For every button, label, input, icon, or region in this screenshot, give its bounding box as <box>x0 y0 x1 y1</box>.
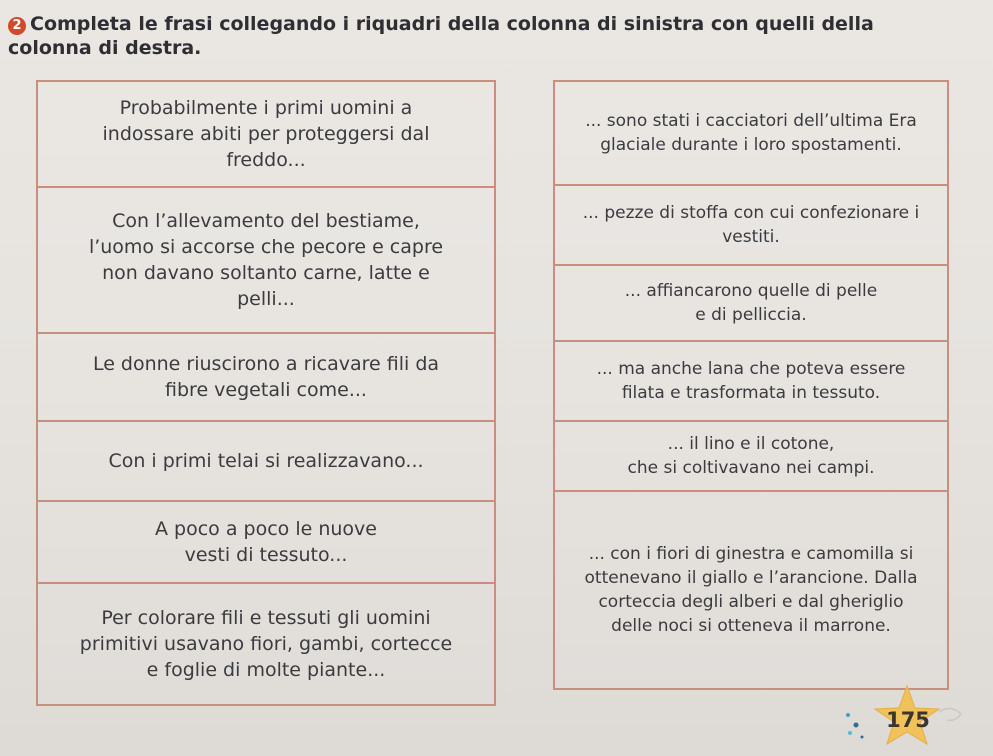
left-cell-5[interactable] <box>38 502 494 584</box>
left-cell-text: Con i primi telai si realizzavano... <box>108 450 424 472</box>
right-cell-3[interactable] <box>555 266 947 342</box>
right-cell-5[interactable] <box>555 422 947 492</box>
right-cell-2[interactable] <box>555 186 947 266</box>
right-cell-text: ... con i fiori di ginestra e camomilla si ottenevano il giallo e l’arancione. Dalla corteccia degli alberi e dal gheriglio delle noci si otteneva il marrone. <box>584 544 918 636</box>
left-column <box>36 80 496 706</box>
right-cell-1[interactable] <box>555 82 947 186</box>
right-column <box>553 80 949 690</box>
right-cell-text: ... ma anche lana che poteva essere filata e trasformata in tessuto. <box>596 359 906 403</box>
left-cell-text: Probabilmente i primi uomini a indossare abiti per proteggersi dal freddo... <box>102 97 430 171</box>
exercise-number-badge: 2 <box>8 17 26 35</box>
left-cell-3[interactable] <box>38 334 494 422</box>
instruction-text: Completa le frasi collegando i riquadri della colonna di sinistra con quelli della colonna di destra. <box>8 13 874 59</box>
right-cell-4[interactable] <box>555 342 947 422</box>
right-cell-text: ... pezze di stoffa con cui confezionare i vestiti. <box>582 203 920 247</box>
page-number: 175 <box>886 708 930 732</box>
left-cell-2[interactable] <box>38 188 494 334</box>
decorative-dots-icon <box>840 705 880 745</box>
left-cell-1[interactable] <box>38 82 494 188</box>
left-cell-text: Le donne riuscirono a ricavare fili da fibre vegetali come... <box>92 353 440 401</box>
left-cell-text: Per colorare fili e tessuti gli uomini primitivi usavano fiori, gambi, cortecce e foglie di molte piante... <box>79 607 453 681</box>
left-cell-6[interactable] <box>38 584 494 704</box>
right-cell-text: ... il lino e il cotone, che si coltivavano nei campi. <box>627 434 875 478</box>
left-cell-text: Con l’allevamento del bestiame, l’uomo si accorse che pecore e capre non davano soltanto carne, latte e pelli... <box>88 210 444 310</box>
left-cell-4[interactable] <box>38 422 494 502</box>
left-cell-text: A poco a poco le nuove vesti di tessuto... <box>155 518 377 566</box>
right-cell-text: ... sono stati i cacciatori dell’ultima Era glaciale durante i loro spostamenti. <box>585 111 917 155</box>
right-cell-6[interactable] <box>555 492 947 688</box>
exercise-instruction <box>8 12 908 60</box>
right-cell-text: ... affiancarono quelle di pelle e di pelliccia. <box>624 281 878 325</box>
